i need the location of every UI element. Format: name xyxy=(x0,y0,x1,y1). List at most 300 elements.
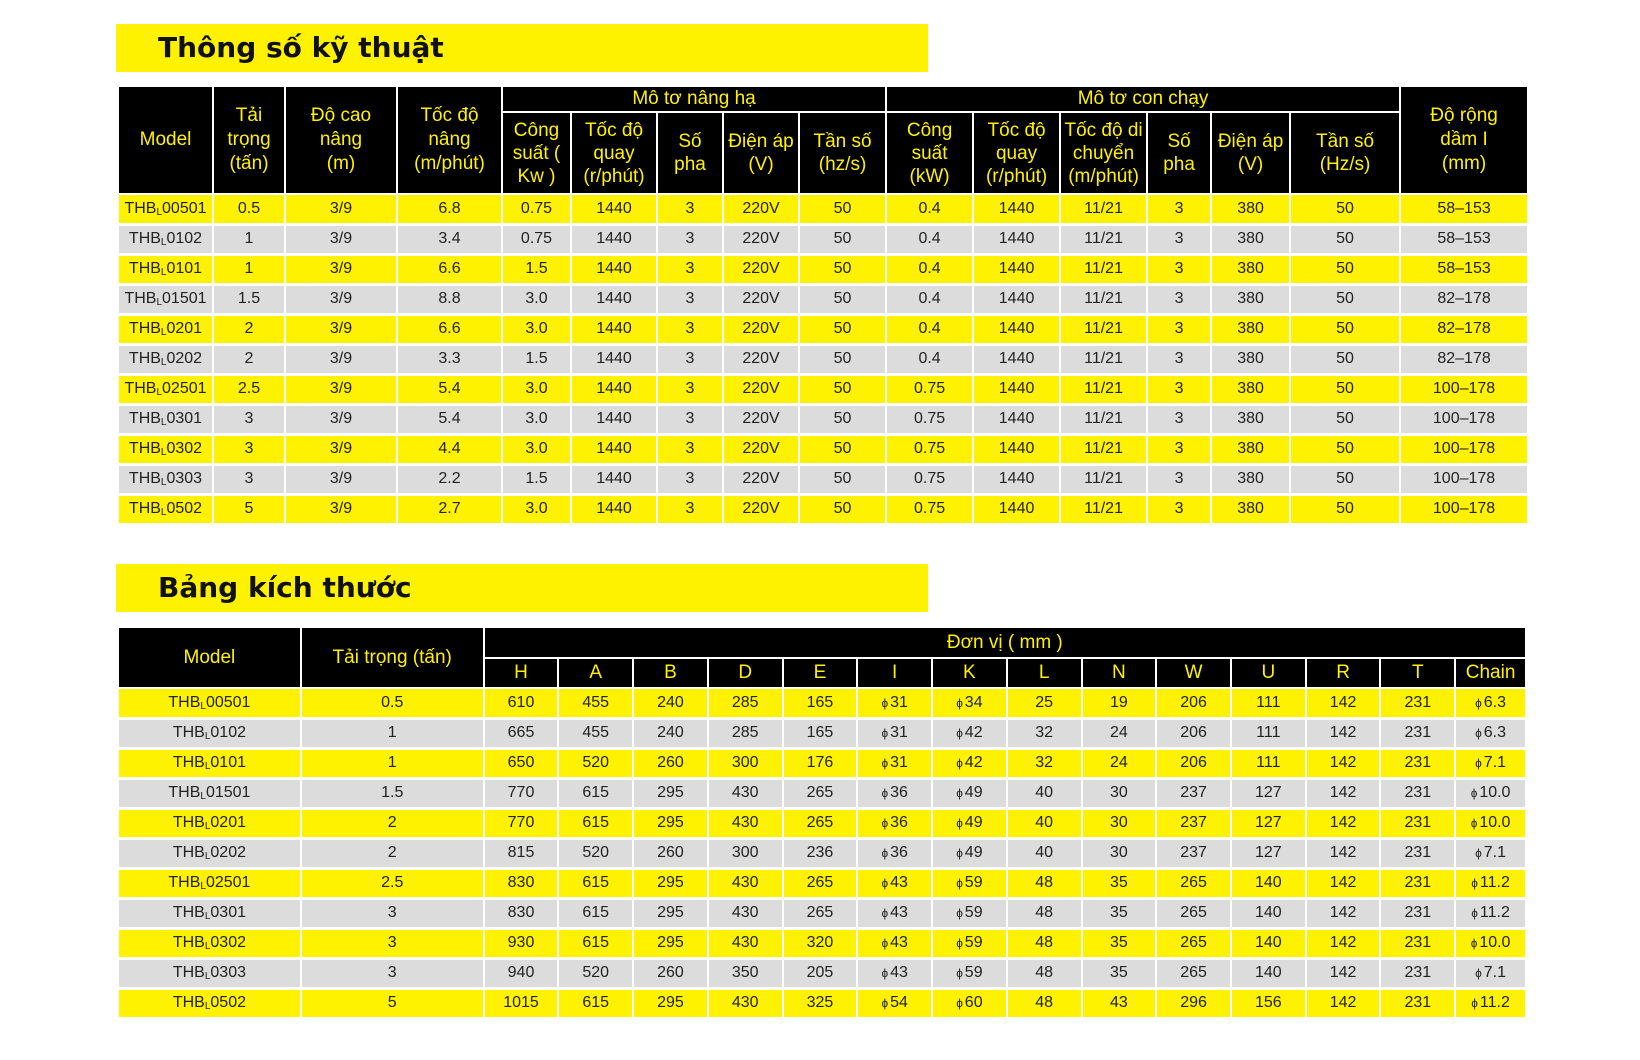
table-cell: 3/9 xyxy=(285,374,397,404)
table-cell: 296 xyxy=(1156,988,1231,1018)
table-cell: 11/21 xyxy=(1060,284,1147,314)
table-cell: 3/9 xyxy=(285,344,397,374)
table-cell: 30 xyxy=(1082,778,1157,808)
table-cell: 240 xyxy=(633,688,708,718)
table-cell: 1440 xyxy=(973,434,1060,464)
table-cell-value: 34 xyxy=(964,693,983,711)
table-cell-value: 6.3 xyxy=(1483,724,1507,741)
table-cell: 3 xyxy=(657,404,723,434)
table-cell: 3.0 xyxy=(502,284,571,314)
table-cell: 1.5 xyxy=(213,284,285,314)
table-cell xyxy=(857,958,932,988)
table-cell: 520 xyxy=(558,958,633,988)
table-cell: 3.0 xyxy=(502,314,571,344)
table-cell: 25 xyxy=(1007,688,1082,718)
table-cell-value: 36 xyxy=(890,784,908,801)
dim-col-12: T xyxy=(1380,658,1455,688)
table-cell: 0.4 xyxy=(886,284,973,314)
table-cell: 220V xyxy=(723,224,799,254)
table-cell xyxy=(932,808,1007,838)
table-cell: 142 xyxy=(1306,958,1381,988)
table-cell: 770 xyxy=(484,778,559,808)
model-cell: $THB_L0101$ xyxy=(118,748,301,778)
table-cell: 3.0 xyxy=(502,494,571,524)
table-cell: 1 xyxy=(301,718,484,748)
dim-col-5: I xyxy=(857,658,932,688)
table-cell-value: 42 xyxy=(964,724,983,741)
table-cell: 1440 xyxy=(973,314,1060,344)
table-cell: 3 xyxy=(1147,194,1211,224)
table-row xyxy=(118,464,1528,494)
table-cell: 380 xyxy=(1211,344,1290,374)
table-cell: 3 xyxy=(1147,434,1211,464)
table-cell-value: 60 xyxy=(964,994,983,1011)
table-cell: 50 xyxy=(1290,314,1400,344)
diameter-icon: ɸ xyxy=(881,966,889,980)
table-cell: 142 xyxy=(1306,748,1381,778)
diameter-icon: ɸ xyxy=(881,846,889,860)
table-cell-value: 59 xyxy=(964,934,983,951)
table-cell: 3/9 xyxy=(285,194,397,224)
table-cell: 430 xyxy=(708,808,783,838)
table-cell: 100–178 xyxy=(1400,434,1528,464)
table-cell: 3 xyxy=(301,898,484,928)
table-cell: 11/21 xyxy=(1060,344,1147,374)
table-cell: 50 xyxy=(799,464,886,494)
table-cell-value: 31 xyxy=(890,724,908,741)
table-cell: 142 xyxy=(1306,808,1381,838)
table-cell: 3 xyxy=(1147,254,1211,284)
table-cell: 380 xyxy=(1211,224,1290,254)
table-cell: 3 xyxy=(1147,344,1211,374)
table-cell: 231 xyxy=(1380,838,1455,868)
table-cell: 615 xyxy=(558,868,633,898)
table-cell: 3/9 xyxy=(285,254,397,284)
table-cell-value: 10.0 xyxy=(1479,814,1511,831)
table-cell: 1.5 xyxy=(502,464,571,494)
table-cell-value: 36 xyxy=(890,814,908,831)
table-cell: 3 xyxy=(657,464,723,494)
table-cell: 380 xyxy=(1211,404,1290,434)
table-cell: 430 xyxy=(708,898,783,928)
table-row xyxy=(118,434,1528,464)
table-cell: 1440 xyxy=(571,284,657,314)
table-cell: 0.75 xyxy=(502,224,571,254)
diameter-icon: ɸ xyxy=(881,726,889,740)
table-cell: 40 xyxy=(1007,838,1082,868)
table-cell: 142 xyxy=(1306,898,1381,928)
table-cell: 265 xyxy=(783,868,858,898)
table-cell: 1440 xyxy=(571,254,657,284)
dims-col-load: Tải trọng (tấn) xyxy=(301,628,484,688)
table-cell: 48 xyxy=(1007,868,1082,898)
table-cell: 206 xyxy=(1156,748,1231,778)
model-cell: $THB_L02501$ xyxy=(118,868,301,898)
table-cell: 930 xyxy=(484,928,559,958)
table-cell: 3 xyxy=(657,314,723,344)
table-cell: 6.6 xyxy=(397,254,502,284)
table-cell: 3 xyxy=(657,434,723,464)
table-cell: 3.0 xyxy=(502,374,571,404)
table-cell: 58–153 xyxy=(1400,194,1528,224)
table-cell: 350 xyxy=(708,958,783,988)
table-cell: 231 xyxy=(1380,928,1455,958)
table-cell: 50 xyxy=(799,434,886,464)
table-cell: 11/21 xyxy=(1060,434,1147,464)
table-cell: 11/21 xyxy=(1060,194,1147,224)
table-cell-value: 49 xyxy=(964,784,983,801)
table-cell: 1 xyxy=(213,254,285,284)
table-cell: 5.4 xyxy=(397,374,502,404)
table-cell: 0.75 xyxy=(886,374,973,404)
table-cell: 3/9 xyxy=(285,464,397,494)
table-cell xyxy=(932,988,1007,1018)
table-cell: 6.8 xyxy=(397,194,502,224)
table-cell: 615 xyxy=(558,988,633,1018)
table-cell-value: 36 xyxy=(890,844,908,861)
table-cell-value: 10.0 xyxy=(1479,784,1511,801)
model-cell: $THB_L0302$ xyxy=(118,928,301,958)
table-cell: 50 xyxy=(1290,494,1400,524)
dims-table xyxy=(117,628,1527,1020)
table-cell: 156 xyxy=(1231,988,1306,1018)
table-cell: 380 xyxy=(1211,494,1290,524)
table-cell: 231 xyxy=(1380,748,1455,778)
table-cell: 295 xyxy=(633,898,708,928)
table-cell xyxy=(857,748,932,778)
table-cell: 3 xyxy=(213,464,285,494)
table-row xyxy=(118,988,1526,1018)
table-cell: 3/9 xyxy=(285,404,397,434)
table-row xyxy=(118,374,1528,404)
table-cell: 380 xyxy=(1211,284,1290,314)
table-cell: 140 xyxy=(1231,958,1306,988)
table-cell xyxy=(857,928,932,958)
table-row xyxy=(118,404,1528,434)
table-cell: 300 xyxy=(708,838,783,868)
table-cell: 3 xyxy=(657,284,723,314)
table-cell: 2 xyxy=(213,314,285,344)
table-cell: 142 xyxy=(1306,838,1381,868)
table-cell: 3 xyxy=(1147,374,1211,404)
table-cell: 3.0 xyxy=(502,434,571,464)
table-cell: 295 xyxy=(633,928,708,958)
table-cell: 50 xyxy=(1290,374,1400,404)
table-cell: 43 xyxy=(1082,988,1157,1018)
table-cell: 285 xyxy=(708,718,783,748)
table-cell: 50 xyxy=(799,494,886,524)
table-cell xyxy=(857,838,932,868)
diameter-icon: ɸ xyxy=(956,695,963,710)
table-cell: 140 xyxy=(1231,868,1306,898)
model-cell: $THB_L01501$ xyxy=(118,778,301,808)
table-cell: 3 xyxy=(657,254,723,284)
table-cell: 142 xyxy=(1306,688,1381,718)
diameter-icon: ɸ xyxy=(1470,816,1478,830)
table-cell: 231 xyxy=(1380,898,1455,928)
dim-col-13: Chain xyxy=(1455,658,1526,688)
table-cell-value: 54 xyxy=(890,994,908,1011)
table-cell: 220V xyxy=(723,194,799,224)
table-cell: 615 xyxy=(558,928,633,958)
table-row xyxy=(118,224,1528,254)
table-cell: 265 xyxy=(1156,898,1231,928)
table-cell: 3/9 xyxy=(285,284,397,314)
table-cell-value: 10.0 xyxy=(1479,934,1511,951)
table-cell: 220V xyxy=(723,254,799,284)
diameter-icon: ɸ xyxy=(1471,996,1478,1010)
diameter-icon: ɸ xyxy=(1475,695,1482,710)
table-cell xyxy=(932,688,1007,718)
table-cell xyxy=(857,808,932,838)
table-cell: 142 xyxy=(1306,718,1381,748)
model-cell: $THB_L00501$ xyxy=(118,194,213,224)
trolley-col-4: Điện áp (V) xyxy=(1211,112,1290,194)
model-cell: $THB_L02501$ xyxy=(118,374,213,404)
table-cell: 260 xyxy=(633,838,708,868)
table-cell: 3 xyxy=(657,494,723,524)
table-cell: 3/9 xyxy=(285,314,397,344)
table-cell: 430 xyxy=(708,868,783,898)
trolley-col-2: Tốc độ di chuyển (m/phút) xyxy=(1060,112,1147,194)
table-cell: 265 xyxy=(1156,868,1231,898)
table-cell: 40 xyxy=(1007,778,1082,808)
table-cell: 2 xyxy=(301,838,484,868)
diameter-icon: ɸ xyxy=(956,786,963,800)
table-cell: 2 xyxy=(213,344,285,374)
table-cell: 830 xyxy=(484,868,559,898)
table-cell: 50 xyxy=(1290,284,1400,314)
table-cell: 300 xyxy=(708,748,783,778)
table-cell-value: 43 xyxy=(890,904,908,921)
table-cell: 0.5 xyxy=(301,688,484,718)
table-cell: 48 xyxy=(1007,928,1082,958)
table-row xyxy=(118,898,1526,928)
table-cell: 127 xyxy=(1231,808,1306,838)
table-cell xyxy=(1455,748,1526,778)
trolley-motor-group: Mô tơ con chạy xyxy=(886,87,1400,112)
table-cell-value: 31 xyxy=(890,693,908,711)
table-cell: 0.4 xyxy=(886,224,973,254)
table-cell: 3 xyxy=(301,928,484,958)
table-cell: 82–178 xyxy=(1400,314,1528,344)
table-cell: 111 xyxy=(1231,748,1306,778)
table-cell-value: 59 xyxy=(964,964,983,981)
table-cell: 265 xyxy=(783,898,858,928)
col-load: Tải trọng (tấn) xyxy=(213,87,285,194)
table-cell: 100–178 xyxy=(1400,464,1528,494)
table-cell: 380 xyxy=(1211,434,1290,464)
table-cell: 3 xyxy=(657,344,723,374)
model-cell: $THB_L0201$ xyxy=(118,314,213,344)
table-cell: 830 xyxy=(484,898,559,928)
diameter-icon: ɸ xyxy=(1470,786,1478,800)
model-cell: $THB_L0502$ xyxy=(118,494,213,524)
table-cell: 1440 xyxy=(973,404,1060,434)
table-cell: 165 xyxy=(783,718,858,748)
model-cell: $THB_L01501$ xyxy=(118,284,213,314)
table-cell: 0.4 xyxy=(886,254,973,284)
diameter-icon: ɸ xyxy=(956,936,963,950)
table-row xyxy=(118,344,1528,374)
table-cell: 111 xyxy=(1231,718,1306,748)
table-cell-value: 43 xyxy=(890,964,908,981)
dim-col-11: R xyxy=(1306,658,1381,688)
table-cell: 3 xyxy=(1147,284,1211,314)
table-cell: 320 xyxy=(783,928,858,958)
table-cell: 50 xyxy=(1290,404,1400,434)
table-cell: 1440 xyxy=(571,374,657,404)
table-cell: 2.5 xyxy=(213,374,285,404)
table-cell: 11/21 xyxy=(1060,374,1147,404)
table-cell: 8.8 xyxy=(397,284,502,314)
table-cell: 11/21 xyxy=(1060,314,1147,344)
table-cell: 3 xyxy=(1147,404,1211,434)
table-cell: 30 xyxy=(1082,838,1157,868)
table-cell: 3/9 xyxy=(285,434,397,464)
table-cell: 1440 xyxy=(973,494,1060,524)
table-cell: 142 xyxy=(1306,928,1381,958)
table-cell: 0.5 xyxy=(213,194,285,224)
table-cell xyxy=(1455,928,1526,958)
table-cell: 520 xyxy=(558,838,633,868)
table-cell: 3 xyxy=(213,404,285,434)
table-cell: 650 xyxy=(484,748,559,778)
table-cell: 11/21 xyxy=(1060,254,1147,284)
table-cell xyxy=(1455,898,1526,928)
table-cell: 35 xyxy=(1082,958,1157,988)
dim-col-1: A xyxy=(558,658,633,688)
table-cell: 100–178 xyxy=(1400,404,1528,434)
table-cell: 615 xyxy=(558,808,633,838)
table-cell: 50 xyxy=(799,224,886,254)
table-row xyxy=(118,718,1526,748)
table-cell: 11/21 xyxy=(1060,464,1147,494)
table-cell-value: 11.2 xyxy=(1479,994,1510,1011)
table-cell: 1440 xyxy=(571,464,657,494)
table-cell-value: 7.1 xyxy=(1483,754,1507,771)
table-cell: 2.2 xyxy=(397,464,502,494)
table-cell: 0.75 xyxy=(886,404,973,434)
table-cell: 82–178 xyxy=(1400,284,1528,314)
table-cell: 520 xyxy=(558,748,633,778)
table-cell: 325 xyxy=(783,988,858,1018)
table-cell: 231 xyxy=(1380,988,1455,1018)
table-cell: 1 xyxy=(213,224,285,254)
table-cell: 205 xyxy=(783,958,858,988)
table-cell: 142 xyxy=(1306,778,1381,808)
table-cell: 1440 xyxy=(973,344,1060,374)
hoist-col-3: Điện áp (V) xyxy=(723,112,799,194)
table-cell xyxy=(857,898,932,928)
model-cell: $THB_L0102$ xyxy=(118,718,301,748)
table-cell: 615 xyxy=(558,898,633,928)
diameter-icon: ɸ xyxy=(881,906,889,920)
table-cell-value: 11.2 xyxy=(1479,904,1510,921)
diameter-icon: ɸ xyxy=(881,936,889,950)
diameter-icon: ɸ xyxy=(956,906,963,920)
table-cell xyxy=(932,838,1007,868)
table-cell: 610 xyxy=(484,688,559,718)
table-cell: 3 xyxy=(1147,314,1211,344)
table-cell: 206 xyxy=(1156,688,1231,718)
table-cell xyxy=(932,778,1007,808)
table-cell: 220V xyxy=(723,284,799,314)
table-cell: 32 xyxy=(1007,718,1082,748)
table-cell: 1015 xyxy=(484,988,559,1018)
model-cell: $THB_L0303$ xyxy=(118,958,301,988)
table-cell: 430 xyxy=(708,928,783,958)
table-cell: 1440 xyxy=(571,224,657,254)
table-cell: 295 xyxy=(633,778,708,808)
table-cell: 1440 xyxy=(973,254,1060,284)
col-speed: Tốc độ nâng (m/phút) xyxy=(397,87,502,194)
diameter-icon: ɸ xyxy=(881,996,889,1010)
diameter-icon: ɸ xyxy=(956,816,963,830)
table-cell: 3 xyxy=(657,194,723,224)
table-cell: 127 xyxy=(1231,838,1306,868)
table-cell: 0.4 xyxy=(886,194,973,224)
col-height: Độ cao nâng (m) xyxy=(285,87,397,194)
model-cell: $THB_L00501$ xyxy=(118,688,301,718)
diameter-icon: ɸ xyxy=(1471,906,1478,920)
dims-title: Bảng kích thước xyxy=(116,564,928,612)
table-cell-value: 43 xyxy=(890,874,908,891)
table-cell: 1.5 xyxy=(502,254,571,284)
table-row xyxy=(118,928,1526,958)
table-cell: 0.75 xyxy=(886,434,973,464)
diameter-icon: ɸ xyxy=(956,996,963,1010)
col-model: Model xyxy=(118,87,213,194)
table-cell: 50 xyxy=(799,284,886,314)
table-cell: 58–153 xyxy=(1400,224,1528,254)
table-cell xyxy=(857,778,932,808)
table-cell: 3 xyxy=(657,374,723,404)
table-cell xyxy=(1455,988,1526,1018)
table-cell xyxy=(932,898,1007,928)
hoist-motor-group: Mô tơ nâng hạ xyxy=(502,87,886,112)
table-cell: 48 xyxy=(1007,958,1082,988)
table-cell: 50 xyxy=(799,314,886,344)
diameter-icon: ɸ xyxy=(956,966,963,980)
trolley-col-5: Tần số (Hz/s) xyxy=(1290,112,1400,194)
table-cell: 142 xyxy=(1306,988,1381,1018)
table-cell: 240 xyxy=(633,718,708,748)
table-cell: 265 xyxy=(783,778,858,808)
model-cell: $THB_L0301$ xyxy=(118,404,213,434)
table-cell: 35 xyxy=(1082,898,1157,928)
table-cell: 165 xyxy=(783,688,858,718)
table-cell: 11/21 xyxy=(1060,404,1147,434)
table-cell: 140 xyxy=(1231,928,1306,958)
table-cell-value: 43 xyxy=(890,934,908,951)
table-row xyxy=(118,808,1526,838)
table-cell: 50 xyxy=(1290,194,1400,224)
table-cell: 0.75 xyxy=(502,194,571,224)
table-cell: 3 xyxy=(1147,494,1211,524)
table-cell xyxy=(1455,868,1526,898)
diameter-icon: ɸ xyxy=(956,876,963,890)
table-row xyxy=(118,194,1528,224)
table-cell: 231 xyxy=(1380,808,1455,838)
table-cell: 35 xyxy=(1082,868,1157,898)
table-row xyxy=(118,688,1526,718)
table-cell: 3.3 xyxy=(397,344,502,374)
diameter-icon: ɸ xyxy=(881,695,889,710)
table-cell: 50 xyxy=(1290,254,1400,284)
diameter-icon: ɸ xyxy=(1475,846,1482,860)
table-cell: 30 xyxy=(1082,808,1157,838)
